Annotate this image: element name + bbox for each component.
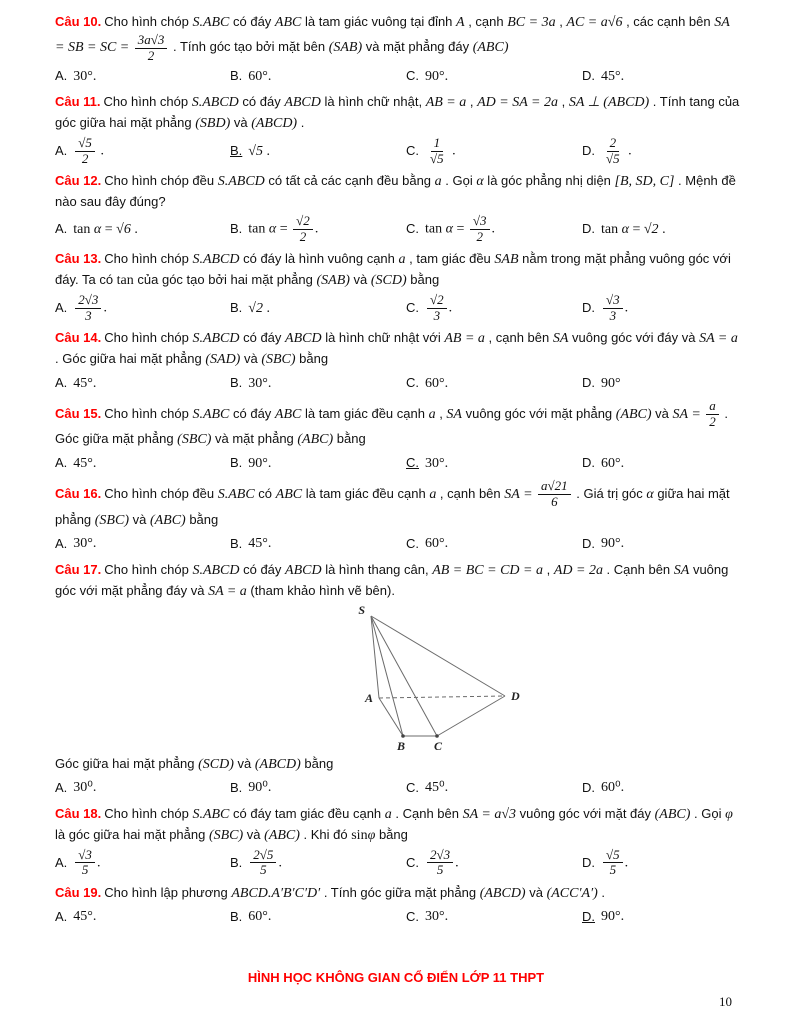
question-18 [55,804,742,878]
vertex-dot-c [435,734,439,738]
option-value: 60°. [248,68,272,84]
option-value: tan α = √6 . [73,221,138,237]
option-letter: B. [230,535,243,551]
option-letter: C. [406,854,419,870]
question-16-option-c [406,533,582,554]
question-12-text [55,171,742,212]
question-10-body: Cho hình chóp S.ABC có đáy ABC là tam giác vuông tại đỉnh A , cạnh BC = 3a , AC = a√6 , các cạnh bên SA = SB = SC = $\frac{3a√3}{2}$ . Tính góc tạo bởi mặt bên (SAB) và mặt phẳng đáy (ABC) [55,14,730,63]
pyramid-figure [307,604,742,752]
question-18-body: Cho hình chóp S.ABC có đáy tam giác đều cạnh a . Cạnh bên SA = a√3 vuông góc với mặt đáy (ABC) . Gọi φ là góc giữa hai mặt phẳng (SBC) và (ABC) . Khi đó sinφ bằng [55,805,733,843]
question-11-text [55,92,742,134]
question-18-option-c [406,848,582,878]
question-15-option-c [406,453,582,474]
option-letter: A. [55,221,68,237]
question-13-body: Cho hình chóp S.ABCD có đáy là hình vuông cạnh a , tam giác đều SAB nằm trong mặt phẳng vuông góc với đáy. Ta có tan của góc tạo bởi hai mặt phẳng (SAB) và (SCD) bằng [55,251,731,289]
question-15-options [55,452,742,474]
option-value: 45°. [73,909,97,925]
question-17 [55,560,742,799]
question-10-text [55,12,742,63]
option-value: √5 . [248,143,270,159]
question-17-option-d [582,777,742,798]
question-17-option-c [406,777,582,798]
option-letter: C. [406,455,419,471]
option-value: 60°. [248,909,272,925]
option-value: 30⁰. [73,780,97,796]
fraction: $\frac{2√3}{5}$ [427,848,453,878]
question-16-option-a [55,533,230,554]
option-letter: B. [230,143,243,159]
question-17-tail-text: Góc giữa hai mặt phẳng (SCD) và (ABCD) bằng [55,755,334,772]
fraction: $\frac{2√5}{5}$ [250,848,276,878]
option-value: 45°. [248,536,272,552]
option-value: 60°. [601,455,625,471]
figure-label-a: A [364,690,373,705]
option-letter: C. [406,535,419,551]
pyramid-svg [307,604,557,752]
option-letter: B. [230,375,243,391]
question-17-tail [55,754,742,775]
question-11-body: Cho hình chóp S.ABCD có đáy ABCD là hình chữ nhật, AB = a , AD = SA = 2a , SA ⊥ (ABCD) . Tính tang của góc giữa hai mặt phẳng (SBD) và (ABCD) . [55,94,740,132]
option-letter: B. [230,300,243,316]
question-10-option-b [230,66,406,87]
question-15-option-a [55,453,230,474]
question-19-option-a [55,906,230,927]
option-letter: C. [406,68,419,84]
question-12-options [55,214,742,244]
option-letter: C. [406,300,419,316]
option-letter: A. [55,535,68,551]
option-value: $\frac{1}{√5}$ . [425,136,456,166]
option-letter: D. [582,854,595,870]
question-16-label: Câu 16. [55,485,102,501]
question-14-option-d [582,373,742,394]
question-17-label: Câu 17. [55,561,102,577]
question-13-option-b [230,298,406,319]
question-19-option-b [230,906,406,927]
question-10-options [55,65,742,87]
option-value: 90°. [248,455,272,471]
option-letter: D. [582,68,595,84]
option-letter: D. [582,535,595,551]
question-15-body: Cho hình chóp S.ABC có đáy ABC là tam giác đều cạnh a , SA vuông góc với mặt phẳng (ABC) và SA = $\frac{a}{2}$ . Góc giữa mặt phẳng (SBC) và mặt phẳng (ABC) bằng [55,398,728,448]
question-14-option-a [55,373,230,394]
page-number: 10 [719,994,732,1009]
option-letter: B. [230,779,243,795]
question-16-option-d [582,533,742,554]
fraction: $\frac{√2}{3}$ [427,293,447,323]
option-value: 30°. [248,375,272,391]
option-letter: C. [406,143,419,159]
option-letter: A. [55,68,68,84]
question-10-option-d [582,66,742,87]
option-value: tan α = $\frac{√2}{2}$ . [248,213,319,244]
option-letter: B. [230,455,243,471]
fraction: $\frac{2}{√5}$ [606,135,620,166]
question-11-options [55,136,742,166]
option-value: $\frac{√5}{2}$ . [73,136,104,166]
question-11-option-a [55,136,230,166]
option-letter: D. [582,455,595,471]
option-letter: A. [55,143,68,159]
option-letter: A. [55,779,68,795]
question-19-option-c [406,906,582,927]
option-letter: D. [582,908,595,924]
question-15-option-b [230,453,406,474]
question-18-option-b [230,848,406,878]
question-11 [55,92,742,166]
fraction: $\frac{√3}{2}$ [470,214,490,244]
question-12 [55,171,742,244]
option-letter: A. [55,908,68,924]
option-value: $\frac{2√3}{3}$ . [73,293,107,323]
option-letter: D. [582,300,595,316]
question-14-text [55,328,742,370]
question-17-body: Cho hình chóp S.ABCD có đáy ABCD là hình thang cân, AB = BC = CD = a , AD = 2a . Cạnh bên SA vuông góc với mặt phẳng đáy và SA = a (tham khảo hình vẽ bên). [55,561,729,599]
option-value: $\frac{2√5}{5}$ . [248,848,282,878]
option-letter: A. [55,455,68,471]
question-16-option-b [230,533,406,554]
question-15 [55,399,742,474]
fraction: $\frac{√2}{2}$ [293,214,313,244]
question-12-option-a [55,219,230,240]
question-19 [55,883,742,928]
option-value: tan α = √2 . [601,221,666,237]
option-value: 45°. [73,375,97,391]
option-letter: C. [406,375,419,391]
question-13-label: Câu 13. [55,251,102,267]
question-13-option-d [582,293,742,323]
option-value: 45°. [601,68,625,84]
option-value: 60°. [425,375,449,391]
question-16 [55,479,742,554]
question-18-option-d [582,848,742,878]
question-13 [55,249,742,323]
question-12-option-d [582,219,742,240]
question-19-option-d [582,906,742,927]
fraction: $\frac{√5}{2}$ [75,136,95,166]
question-10 [55,12,742,87]
option-letter: A. [55,854,68,870]
question-13-option-a [55,293,230,323]
question-13-option-c [406,293,582,323]
question-16-body: Cho hình chóp đều S.ABC có ABC là tam giác đều cạnh a , cạnh bên SA = $\frac{a√21}{6}$ . Giá trị góc α giữa hai mặt phẳng (SBC) và (ABC) bằng [55,478,730,528]
question-17-options [55,777,742,799]
fraction: $\frac{√3}{3}$ [603,293,623,323]
question-14-option-b [230,373,406,394]
option-letter: D. [582,779,595,795]
question-10-option-a [55,66,230,87]
option-value: √2 . [248,300,270,316]
option-letter: C. [406,221,419,237]
vertex-dot-b [401,734,405,738]
option-letter: D. [582,143,595,159]
figure-label-c: C [434,738,443,752]
option-value: 90⁰. [248,780,272,796]
question-11-option-b [230,141,406,162]
figure-label-d: D [511,688,520,703]
question-18-text [55,804,742,846]
question-19-body: Cho hình lập phương ABCD.A′B′C′D′ . Tính góc giữa mặt phẳng (ABCD) và (ACC′A′) . [104,884,606,901]
question-14 [55,328,742,394]
question-15-option-d [582,453,742,474]
option-value: 45°. [73,455,97,471]
question-14-options [55,372,742,394]
question-11-option-c [406,136,582,166]
fraction: $\frac{a}{2}$ [706,399,719,429]
option-letter: C. [406,908,419,924]
option-value: 30°. [425,455,449,471]
option-value: 90°. [425,68,449,84]
option-value: 60⁰. [601,780,625,796]
option-value: 90°. [601,909,625,925]
option-value: $\frac{2}{√5}$ . [601,136,632,166]
option-value: 60°. [425,536,449,552]
option-value: $\frac{√2}{3}$ . [425,293,452,323]
option-letter: B. [230,221,243,237]
fraction: $\frac{1}{√5}$ [430,135,444,166]
option-value: 90°. [601,536,625,552]
option-letter: B. [230,908,243,924]
question-17-option-b [230,777,406,798]
question-14-option-c [406,373,582,394]
question-16-text [55,479,742,530]
question-15-text [55,399,742,450]
option-letter: B. [230,854,243,870]
question-13-options [55,293,742,323]
question-18-options [55,848,742,878]
option-value: 30°. [73,68,97,84]
question-18-label: Câu 18. [55,805,102,821]
question-12-body: Cho hình chóp đều S.ABCD có tất cả các cạnh đều bằng a . Gọi α là góc phẳng nhị diện [B, SD, C] . Mệnh đề nào sau đây đúng? [55,173,736,210]
question-15-label: Câu 15. [55,405,102,421]
option-letter: D. [582,221,595,237]
option-value: $\frac{√3}{5}$ . [73,848,100,878]
question-14-body: Cho hình chóp S.ABCD có đáy ABCD là hình chữ nhật với AB = a , cạnh bên SA vuông góc với đáy và SA = a . Góc giữa hai mặt phẳng (SAD) và (SBC) bằng [55,330,738,368]
fraction: $\frac{3a√3}{2}$ [135,33,168,63]
fraction: $\frac{a√21}{6}$ [538,479,571,509]
option-value: $\frac{√3}{3}$ . [601,293,628,323]
option-value: $\frac{2√3}{5}$ . [425,848,459,878]
option-letter: A. [55,300,68,316]
option-value: 90° [601,375,621,391]
fraction: $\frac{√3}{5}$ [75,848,95,878]
question-10-label: Câu 10. [55,14,102,29]
question-12-option-b [230,214,406,244]
question-11-label: Câu 11. [55,94,101,110]
question-17-text [55,560,742,602]
question-18-option-a [55,848,230,878]
question-11-option-d [582,136,742,166]
option-value: tan α = $\frac{√3}{2}$ . [425,213,496,244]
option-value: 30°. [425,909,449,925]
option-value: $\frac{√5}{5}$ . [601,848,628,878]
option-letter: D. [582,375,595,391]
question-12-label: Câu 12. [55,173,102,189]
figure-label-b: B [397,738,406,752]
option-letter: B. [230,68,243,84]
question-10-option-c [406,66,582,87]
option-value: 45⁰. [425,780,449,796]
question-19-label: Câu 19. [55,884,102,900]
option-letter: A. [55,375,68,391]
fraction: $\frac{√5}{5}$ [603,848,623,878]
page-footer: HÌNH HỌC KHÔNG GIAN CỔ ĐIỂN LỚP 11 THPT [247,970,545,985]
question-19-text [55,883,742,904]
fraction: $\frac{2√3}{3}$ [75,293,101,323]
question-14-label: Câu 14. [55,330,102,346]
question-17-option-a [55,777,230,798]
figure-label-s: S [358,603,365,617]
option-letter: C. [406,779,419,795]
question-19-options [55,906,742,928]
question-16-options [55,533,742,555]
option-value: 30°. [73,536,97,552]
question-13-text [55,249,742,291]
question-12-option-c [406,214,582,244]
